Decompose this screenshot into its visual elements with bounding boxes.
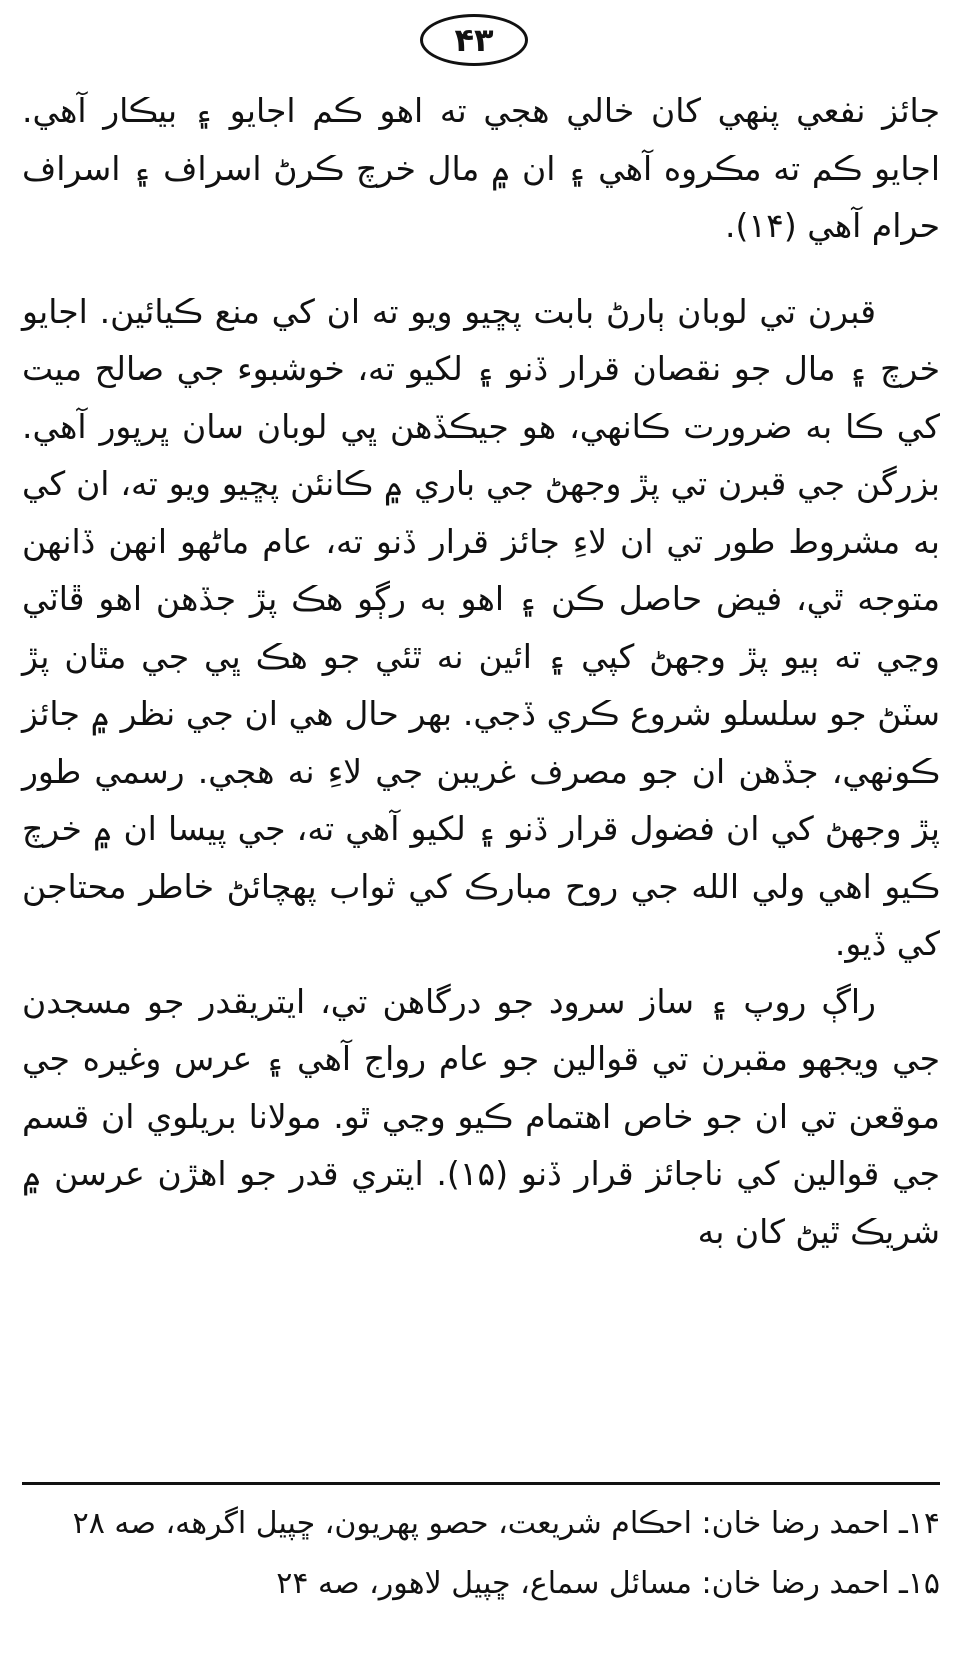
page-number: ۴۳ [420, 14, 528, 66]
footnote-divider [22, 1482, 940, 1485]
footnote-14: ۱۴ـ احمد رضا خان: احڪام شريعت، حصو پهريون، ڇپيل اگرهه، صه ۲۸ [72, 1506, 940, 1541]
footnotes [22, 1494, 940, 1614]
footnote-15: ۱۵ـ احمد رضا خان: مسائل سماع، ڇپيل لاهور، صه ۲۴ [276, 1566, 940, 1601]
paragraph-3: راڳ روپ ۽ ساز سرود جو درگاهن تي، ايتريقدر جو مسجدن جي ويجهو مقبرن تي قوالين جو عام رواج آهي ۽ عرس وغيره جي موقعن تي ان جو خاص اهتمام ڪيو وڃي ٿو. مولانا بريلوي ان قسم جي قوالين کي ناجائز قرار ڏنو (۱۵). ايتري قدر جو اهڙن عرسن ۾ شريڪ ٿيڻ کان به [22, 981, 940, 1251]
body-text [22, 82, 940, 1260]
paragraph-2: قبرن تي لوبان ٻارڻ بابت پڇيو ويو ته ان کي منع ڪيائين. اجايو خرچ ۽ مال جو نقصان قرار ڏنو ۽ لکيو ته، خوشبوء جي صالح ميت کي ڪا به ضرورت ڪانهي، هو جيڪڏهن ڀي لوبان سان ڀرپور آهي. بزرگن جي قبرن تي پڙ وجهڻ جي باري ۾ ڪانئن پڇيو ويو ته، ان کي به مشروط طور تي ان لاءِ جائز قرار ڏنو ته، عام ماڻهو انهن ڏانهن متوجه ٿي، فيض حاصل ڪن ۽ اهو به رڳو هڪ پڙ جڏهن اهو ڦاٽي وڃي ته ٻيو پڙ وجهڻ کپي ۽ ائين نه ٿئي جو هڪ ڀي جي مٿان پڙ سٽڻ جو سلسلو شروع ڪري ڏجي. بهر حال هي ان جي نظر ۾ جائز ڪونهي، جڏهن ان جو مصرف غريبن جي لاءِ نه هجي. رسمي طور پڙ وجهڻ کي ان فضول قرار ڏنو ۽ لکيو آهي ته، جي پيسا ان ۾ خرچ ڪيو اهي ولي الله جي روح مبارڪ کي ثواب پهچائڻ خاطر محتاجن کي ڏيو. [22, 291, 940, 963]
paragraph-1: جائز نفعي پنهي کان خالي هجي ته اهو ڪم اجايو ۽ بيڪار آهي. اجايو ڪم ته مڪروه آهي ۽ ان ۾ مال خرچ ڪرڻ اسراف ۽ اسراف حرام آهي (۱۴). [22, 91, 940, 245]
